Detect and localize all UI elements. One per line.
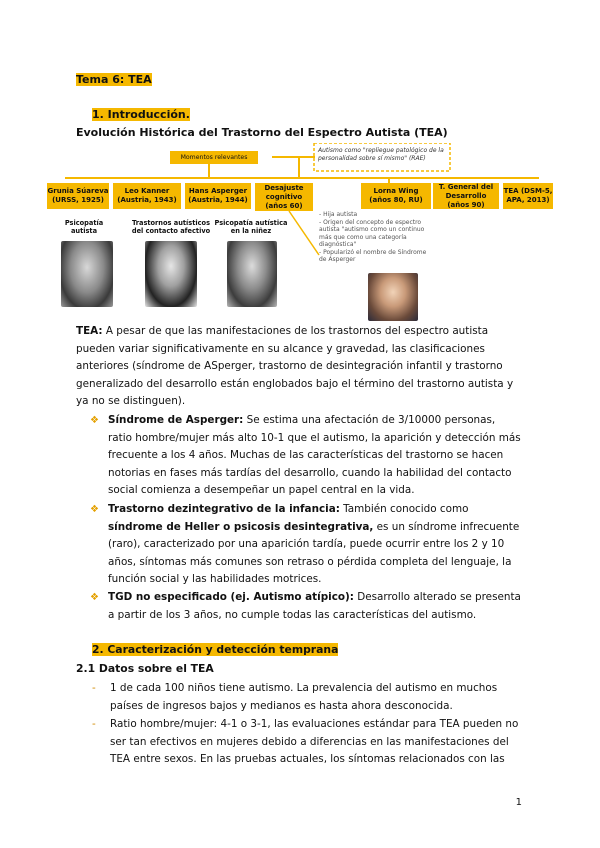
diamond-bullet-icon: ❖ (90, 415, 99, 426)
timeline-kanner: Leo Kanner (Austria, 1943) (113, 183, 181, 209)
timeline-desajuste: Desajuste cognitivo (años 60) (255, 183, 313, 211)
autismo-note: Autismo como "repliegue patológico de la personalidad sobre sí mismo" (RAE) (318, 147, 444, 162)
asperger-photo (227, 241, 277, 307)
timeline-dsm5: TEA (DSM-5, APA, 2013) (503, 183, 553, 209)
section2-heading: 2. Caracterización y detección temprana (92, 643, 339, 656)
section-subtitle: Evolución Histórica del Trastorno del Espectro Autista (TEA) (76, 126, 448, 139)
timeline-suareva: Grunia Súareva (URSS, 1925) (47, 183, 109, 209)
bullet-asperger: ❖ Síndrome de Asperger: Se estima una afectación de 3/10000 personas, ratio hombre/mujer más alto 10-1 que el autismo, la aparición y detección más frecuente a los 4 años. Muchas de las características del trastorno se hacen notorias en fases más tardías del desarrollo, cuando la habilidad del contacto social comienza a desempeñar un papel central en la vida. (90, 414, 521, 497)
caption-suareva: Psicopatía autista (64, 219, 104, 235)
wing-photo (368, 273, 418, 321)
caption-asperger: Psicopatía autística en la niñez (214, 219, 288, 235)
tema-title: Tema 6: TEA (76, 73, 152, 86)
suareva-photo (61, 241, 113, 307)
timeline-wing: Lorna Wing (años 80, RU) (361, 183, 431, 209)
bullet-tgd: ❖ TGD no especificado (ej. Autismo atípico): Desarrollo alterado se presenta a partir de los 3 años, no cumple todas las características del autismo. (90, 591, 521, 621)
tea-paragraph: TEA: A pesar de que las manifestaciones de los trastornos del espectro autista pueden variar significativamente en su alcance y gravedad, las clasificaciones anteriores (síndrome de ASperger, trastorno de desintegración infantil y trastorno generalizado del desarrollo están englobados bajo el término del trastorno autista y ya no se distinguen). (76, 325, 514, 408)
timeline-tgd: T. General del Desarrollo (años 90) (433, 183, 499, 209)
bullet-trastorno-desintegrativo: ❖ Trastorno dezintegrativo de la infancia: También conocido como síndrome de Heller o psicosis desintegrativa, es un síndrome infrecuente (raro), caracterizado por una aparición tardía, puede ocurrir entre los 2 y 10 años, síntomas más comunes son retraso o pérdida completa del lenguaje, la función social y las habilidades motrices. (90, 503, 520, 586)
diamond-bullet-icon: ❖ (90, 504, 99, 515)
timeline-asperger: Hans Asperger (Austria, 1944) (185, 183, 251, 209)
caption-kanner: Trastornos autísticos del contacto afectivo (131, 219, 211, 235)
wing-notes: - Hija autista - Origen del concepto de espectro autista "autismo como un continuo más que como una categoría diagnóstica" - Popularizó el nombre de Síndrome de Asperger (319, 211, 427, 263)
section21-heading: 2.1 Datos sobre el TEA (76, 662, 214, 675)
diamond-bullet-icon: ❖ (90, 592, 99, 603)
timeline-diagram (47, 143, 553, 323)
dash-item-prevalencia: - 1 de cada 100 niños tiene autismo. La prevalencia del autismo en muchos países de ingresos bajos y medianos es hasta ahora desconocida. (92, 682, 498, 712)
dash-item-ratio: - Ratio hombre/mujer: 4-1 o 3-1, las evaluaciones estándar para TEA pueden no ser tan efectivos en mujeres debido a diferencias en las manifestaciones del TEA entre sexos. En las pruebas actuales, los síntomas relacionados con las (92, 718, 519, 766)
dash-bullet-icon: - (92, 682, 96, 694)
intro-heading: 1. Introducción. (92, 108, 190, 121)
momentos-box: Momentos relevantes (170, 151, 258, 164)
page-number: 1 (515, 797, 522, 808)
dash-bullet-icon: - (92, 718, 96, 730)
kanner-photo (145, 241, 197, 307)
